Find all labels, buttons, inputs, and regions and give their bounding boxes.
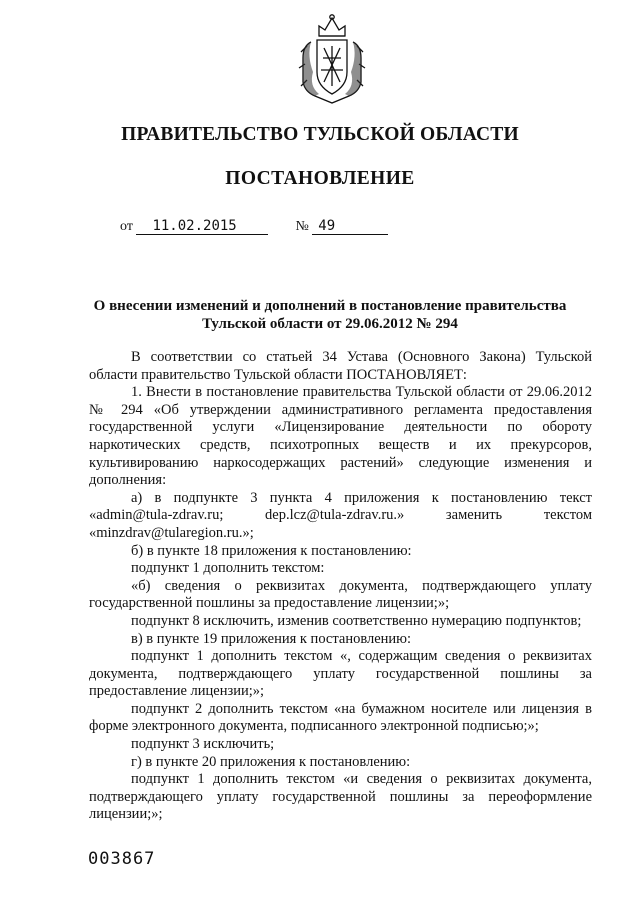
body-paragraph: подпункт 1 дополнить текстом «, содержащим сведения о реквизитах документа, подтверждающего уплату государственной пошлины за предоставление лицензии;»;	[89, 648, 592, 700]
body-paragraph: в) в пункте 19 приложения к постановлению:	[131, 630, 412, 647]
body-paragraph: подпункт 8 исключить, изменив соответственно нумерацию подпунктов;	[131, 612, 582, 629]
body-paragraph: 1. Внести в постановление правительства Тульской области от 29.06.2012 № 294 «Об утверждении административного регламента предоставления государственной услуги «Лицензирование деятельности по обороту наркотических средств, психотропных веществ и их прекурсоров, культивированию наркосодержащих растений» следующие изменения и дополнения:	[89, 384, 592, 489]
document-number: 49	[312, 218, 388, 235]
serial-number: 003867	[88, 849, 156, 869]
body-paragraph: г) в пункте 20 приложения к постановлению:	[131, 753, 411, 770]
document-type: ПОСТАНОВЛЕНИЕ	[225, 168, 415, 189]
body-paragraph: а) в подпункте 3 пункта 4 приложения к постановлению текст «admin@tula-zdrav.ru; dep.lcz@tula-zdrav.ru.» заменить текстом «minzdrav@tularegion.ru.»;	[89, 489, 592, 541]
document-meta	[120, 218, 388, 235]
document-date: 11.02.2015	[136, 218, 268, 235]
number-prefix: №	[295, 219, 309, 234]
document-body	[89, 349, 592, 824]
coat-of-arms-icon	[297, 12, 367, 106]
body-paragraph: подпункт 1 дополнить текстом:	[131, 560, 325, 577]
title-line-1: О внесении изменений и дополнений в постановление правительства	[93, 298, 567, 314]
date-prefix: от	[120, 219, 133, 234]
body-paragraph: В соответствии со статьей 34 Устава (Основного Закона) Тульской области правительство Тульской области ПОСТАНОВЛЯЕТ:	[89, 349, 592, 383]
title-line-2: Тульской области от 29.06.2012 № 294	[202, 316, 458, 332]
organization-name: ПРАВИТЕЛЬСТВО ТУЛЬСКОЙ ОБЛАСТИ	[121, 124, 519, 145]
body-paragraph: «б) сведения о реквизитах документа, подтверждающего уплату государственной пошлины за предоставление лицензии;»;	[89, 577, 592, 612]
body-paragraph: подпункт 3 исключить;	[131, 736, 275, 753]
document-title	[60, 297, 600, 333]
body-paragraph: подпункт 2 дополнить текстом «на бумажном носителе или лицензия в форме электронного документа, подписанного электронной подписью;»;	[89, 700, 592, 735]
body-paragraph: подпункт 1 дополнить текстом «и сведения о реквизитах документа, подтверждающего уплату государственной пошлины за переоформление лицензии;»;	[89, 771, 592, 823]
body-paragraph: б) в пункте 18 приложения к постановлению:	[131, 542, 412, 559]
